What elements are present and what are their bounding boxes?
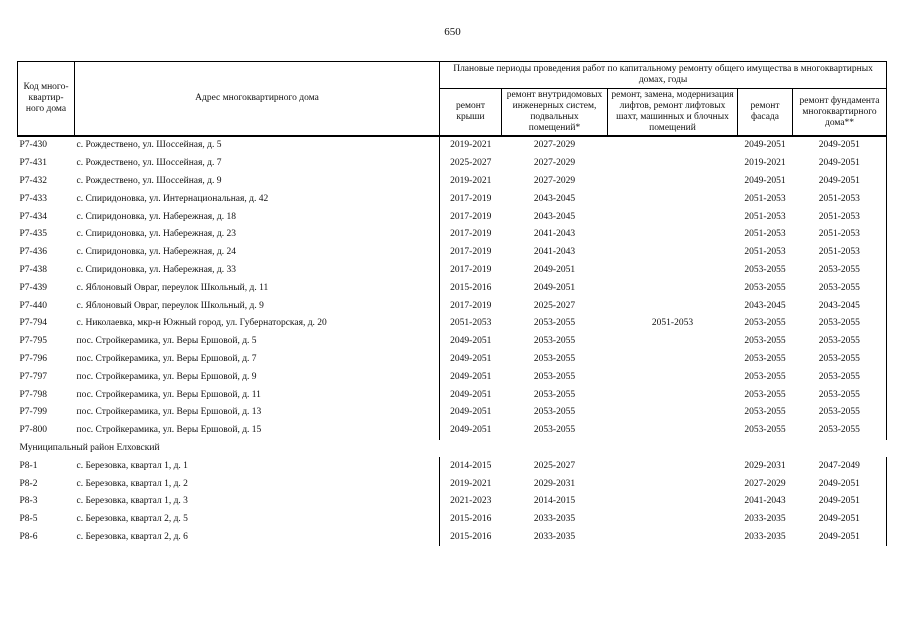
elevator-period bbox=[608, 368, 738, 386]
table-header bbox=[18, 62, 887, 137]
house-code: Р7-800 bbox=[19, 425, 47, 436]
facade-period: 2053-2055 bbox=[744, 407, 786, 418]
engineering-period: 2033-2035 bbox=[533, 514, 576, 525]
house-address: с. Спиридоновка, ул. Набережная, д. 23 bbox=[76, 229, 237, 240]
foundation-period: 2049-2051 bbox=[793, 173, 887, 191]
house-code: Р7-431 bbox=[19, 158, 47, 169]
elevator-period bbox=[608, 262, 738, 280]
foundation-period: 2053-2055 bbox=[793, 351, 887, 369]
facade-period: 2049-2051 bbox=[744, 140, 786, 151]
foundation-period: 2053-2055 bbox=[793, 404, 887, 422]
table-row bbox=[18, 136, 887, 155]
table-row bbox=[18, 404, 887, 422]
engineering-period: 2043-2045 bbox=[533, 211, 576, 222]
foundation-period: 2053-2055 bbox=[793, 422, 887, 440]
elevator-period bbox=[608, 173, 738, 191]
foundation-period: 2053-2055 bbox=[793, 262, 887, 280]
engineering-period: 2041-2043 bbox=[533, 229, 576, 240]
house-code: Р8-2 bbox=[19, 478, 38, 489]
table-row bbox=[18, 155, 887, 173]
roof-period: 2017-2019 bbox=[440, 297, 502, 315]
house-address: с. Спиридоновка, ул. Интернациональная, д. 42 bbox=[76, 193, 269, 204]
engineering-period: 2053-2055 bbox=[533, 353, 576, 364]
house-address: пос. Стройкерамика, ул. Веры Ершовой, д. 11 bbox=[76, 389, 261, 400]
engineering-period: 2041-2043 bbox=[533, 247, 576, 258]
page-number: 650 bbox=[444, 26, 461, 38]
house-code: Р8-6 bbox=[19, 531, 38, 542]
house-code: Р7-433 bbox=[19, 193, 47, 204]
roof-period: 2051-2053 bbox=[440, 315, 502, 333]
house-address: с. Яблоновый Овраг, переулок Школьный, д. 11 bbox=[76, 282, 269, 293]
roof-period: 2021-2023 bbox=[440, 493, 502, 511]
house-address: с. Николаевка, мкр-н Южный город, ул. Губернаторская, д. 20 bbox=[76, 318, 327, 329]
roof-period: 2017-2019 bbox=[440, 226, 502, 244]
roof-period: 2015-2016 bbox=[440, 279, 502, 297]
house-address: с. Рождествено, ул. Шоссейная, д. 7 bbox=[76, 158, 222, 169]
house-code: Р7-798 bbox=[19, 389, 47, 400]
engineering-period: 2014-2015 bbox=[533, 496, 576, 507]
facade-period: 2041-2043 bbox=[744, 496, 786, 507]
elevator-period bbox=[608, 297, 738, 315]
foundation-period: 2053-2055 bbox=[793, 386, 887, 404]
roof-period: 2017-2019 bbox=[440, 190, 502, 208]
elevator-period: 2051-2053 bbox=[651, 318, 694, 329]
header-roof: ремонт крыши bbox=[440, 89, 502, 137]
house-address: с. Рождествено, ул. Шоссейная, д. 5 bbox=[76, 140, 222, 151]
table-row bbox=[18, 173, 887, 191]
house-code: Р7-432 bbox=[19, 175, 47, 186]
section-title: Муниципальный район Елховский bbox=[19, 442, 160, 453]
facade-period: 2027-2029 bbox=[744, 478, 786, 489]
engineering-period: 2029-2031 bbox=[533, 478, 576, 489]
roof-period: 2017-2019 bbox=[440, 208, 502, 226]
table-row bbox=[18, 457, 887, 475]
engineering-period: 2053-2055 bbox=[533, 407, 576, 418]
table-row bbox=[18, 190, 887, 208]
facade-period: 2053-2055 bbox=[744, 371, 786, 382]
foundation-period: 2049-2051 bbox=[793, 493, 887, 511]
foundation-period: 2049-2051 bbox=[793, 475, 887, 493]
elevator-period bbox=[608, 457, 738, 475]
house-address: с. Березовка, квартал 1, д. 3 bbox=[76, 496, 188, 507]
foundation-period: 2051-2053 bbox=[793, 244, 887, 262]
facade-period: 2053-2055 bbox=[744, 318, 786, 329]
roof-period: 2049-2051 bbox=[440, 351, 502, 369]
facade-period: 2053-2055 bbox=[744, 264, 786, 275]
roof-period: 2017-2019 bbox=[440, 244, 502, 262]
elevator-period bbox=[608, 511, 738, 529]
table-row bbox=[18, 226, 887, 244]
engineering-period: 2049-2051 bbox=[533, 264, 576, 275]
house-code: Р7-794 bbox=[19, 318, 47, 329]
house-address: пос. Стройкерамика, ул. Веры Ершовой, д. 13 bbox=[76, 407, 262, 418]
engineering-period: 2053-2055 bbox=[533, 389, 576, 400]
roof-period: 2049-2051 bbox=[440, 422, 502, 440]
house-address: с. Спиридоновка, ул. Набережная, д. 33 bbox=[76, 264, 237, 275]
engineering-period: 2027-2029 bbox=[533, 158, 576, 169]
house-code: Р7-440 bbox=[19, 300, 47, 311]
house-code: Р8-1 bbox=[19, 460, 38, 471]
foundation-period: 2053-2055 bbox=[793, 333, 887, 351]
table-row bbox=[18, 262, 887, 280]
house-code: Р7-435 bbox=[19, 229, 47, 240]
foundation-period: 2051-2053 bbox=[793, 226, 887, 244]
roof-period: 2019-2021 bbox=[440, 475, 502, 493]
header-code: Код много-квартир-ного дома bbox=[18, 62, 75, 137]
facade-period: 2051-2053 bbox=[744, 211, 786, 222]
facade-period: 2019-2021 bbox=[744, 158, 786, 169]
roof-period: 2014-2015 bbox=[440, 457, 502, 475]
roof-period: 2019-2021 bbox=[440, 173, 502, 191]
engineering-period: 2027-2029 bbox=[533, 175, 576, 186]
capital-repair-table bbox=[17, 61, 887, 546]
header-foundation: ремонт фундамента многоквартирного дома** bbox=[793, 89, 887, 137]
header-address: Адрес многоквартирного дома bbox=[75, 62, 440, 137]
elevator-period bbox=[608, 244, 738, 262]
elevator-period bbox=[608, 136, 738, 155]
house-code: Р7-795 bbox=[19, 336, 47, 347]
elevator-period bbox=[608, 422, 738, 440]
engineering-period: 2053-2055 bbox=[533, 336, 576, 347]
foundation-period: 2043-2045 bbox=[793, 297, 887, 315]
header-planned-periods: Плановые периоды проведения работ по капитальному ремонту общего имущества в многоквартирных домах, годы bbox=[440, 62, 887, 89]
roof-period: 2017-2019 bbox=[440, 262, 502, 280]
engineering-period: 2053-2055 bbox=[533, 425, 576, 436]
table-row bbox=[18, 208, 887, 226]
house-address: с. Березовка, квартал 1, д. 2 bbox=[76, 478, 188, 489]
elevator-period bbox=[608, 404, 738, 422]
table-row bbox=[18, 368, 887, 386]
facade-period: 2033-2035 bbox=[744, 531, 786, 542]
engineering-period: 2053-2055 bbox=[533, 371, 576, 382]
house-code: Р7-439 bbox=[19, 282, 47, 293]
facade-period: 2053-2055 bbox=[744, 389, 786, 400]
elevator-period bbox=[608, 386, 738, 404]
house-code: Р8-5 bbox=[19, 514, 38, 525]
engineering-period: 2025-2027 bbox=[533, 300, 576, 311]
foundation-period: 2051-2053 bbox=[793, 208, 887, 226]
house-address: с. Рождествено, ул. Шоссейная, д. 9 bbox=[76, 175, 222, 186]
facade-period: 2053-2055 bbox=[744, 282, 786, 293]
roof-period: 2049-2051 bbox=[440, 333, 502, 351]
elevator-period bbox=[608, 208, 738, 226]
house-code: Р7-430 bbox=[19, 140, 47, 151]
table-row bbox=[18, 511, 887, 529]
foundation-period: 2053-2055 bbox=[793, 279, 887, 297]
engineering-period: 2049-2051 bbox=[533, 282, 576, 293]
table-row bbox=[18, 297, 887, 315]
table-row bbox=[18, 244, 887, 262]
elevator-period bbox=[608, 279, 738, 297]
engineering-period: 2043-2045 bbox=[533, 193, 576, 204]
section-row bbox=[18, 440, 887, 458]
foundation-period: 2053-2055 bbox=[793, 315, 887, 333]
house-address: с. Березовка, квартал 2, д. 6 bbox=[76, 531, 188, 542]
table-body bbox=[18, 136, 887, 546]
facade-period: 2033-2035 bbox=[744, 514, 786, 525]
elevator-period bbox=[608, 493, 738, 511]
house-address: пос. Стройкерамика, ул. Веры Ершовой, д. 7 bbox=[76, 353, 257, 364]
header-engineering: ремонт внутридомовых инженерных систем, подвальных помещений* bbox=[502, 89, 608, 137]
house-code: Р7-799 bbox=[19, 407, 47, 418]
engineering-period: 2027-2029 bbox=[533, 140, 576, 151]
elevator-period bbox=[608, 475, 738, 493]
elevator-period bbox=[608, 529, 738, 547]
roof-period: 2015-2016 bbox=[440, 529, 502, 547]
facade-period: 2051-2053 bbox=[744, 229, 786, 240]
foundation-period: 2049-2051 bbox=[793, 511, 887, 529]
roof-period: 2025-2027 bbox=[440, 155, 502, 173]
table-row bbox=[18, 529, 887, 547]
facade-period: 2053-2055 bbox=[744, 425, 786, 436]
table-row bbox=[18, 475, 887, 493]
table-row bbox=[18, 422, 887, 440]
house-address: с. Березовка, квартал 1, д. 1 bbox=[76, 460, 188, 471]
foundation-period: 2053-2055 bbox=[793, 368, 887, 386]
elevator-period bbox=[608, 333, 738, 351]
facade-period: 2043-2045 bbox=[744, 300, 786, 311]
roof-period: 2049-2051 bbox=[440, 386, 502, 404]
house-address: с. Спиридоновка, ул. Набережная, д. 18 bbox=[76, 211, 237, 222]
house-address: пос. Стройкерамика, ул. Веры Ершовой, д. 5 bbox=[76, 336, 257, 347]
facade-period: 2051-2053 bbox=[744, 193, 786, 204]
roof-period: 2049-2051 bbox=[440, 404, 502, 422]
table-row bbox=[18, 386, 887, 404]
table-row bbox=[18, 315, 887, 333]
roof-period: 2015-2016 bbox=[440, 511, 502, 529]
elevator-period bbox=[608, 351, 738, 369]
roof-period: 2019-2021 bbox=[440, 136, 502, 155]
foundation-period: 2049-2051 bbox=[793, 155, 887, 173]
engineering-period: 2033-2035 bbox=[533, 531, 576, 542]
house-address: пос. Стройкерамика, ул. Веры Ершовой, д. 15 bbox=[76, 425, 262, 436]
facade-period: 2051-2053 bbox=[744, 247, 786, 258]
house-code: Р7-436 bbox=[19, 247, 47, 258]
house-address: с. Березовка, квартал 2, д. 5 bbox=[76, 514, 188, 525]
foundation-period: 2049-2051 bbox=[793, 529, 887, 547]
facade-period: 2049-2051 bbox=[744, 175, 786, 186]
elevator-period bbox=[608, 226, 738, 244]
house-code: Р7-796 bbox=[19, 353, 47, 364]
house-address: пос. Стройкерамика, ул. Веры Ершовой, д. 9 bbox=[76, 371, 257, 382]
table-row bbox=[18, 279, 887, 297]
elevator-period bbox=[608, 190, 738, 208]
header-elevators: ремонт, замена, модернизация лифтов, ремонт лифтовых шахт, машинных и блочных помещений bbox=[608, 89, 738, 137]
table-row bbox=[18, 493, 887, 511]
facade-period: 2053-2055 bbox=[744, 336, 786, 347]
table-row bbox=[18, 333, 887, 351]
header-facade: ремонт фасада bbox=[738, 89, 793, 137]
facade-period: 2029-2031 bbox=[744, 460, 786, 471]
foundation-period: 2049-2051 bbox=[793, 136, 887, 155]
roof-period: 2049-2051 bbox=[440, 368, 502, 386]
engineering-period: 2053-2055 bbox=[533, 318, 576, 329]
elevator-period bbox=[608, 155, 738, 173]
foundation-period: 2051-2053 bbox=[793, 190, 887, 208]
house-code: Р7-438 bbox=[19, 264, 47, 275]
table-row bbox=[18, 351, 887, 369]
engineering-period: 2025-2027 bbox=[533, 460, 576, 471]
foundation-period: 2047-2049 bbox=[793, 457, 887, 475]
house-address: с. Спиридоновка, ул. Набережная, д. 24 bbox=[76, 247, 237, 258]
facade-period: 2053-2055 bbox=[744, 353, 786, 364]
house-code: Р7-434 bbox=[19, 211, 47, 222]
house-address: с. Яблоновый Овраг, переулок Школьный, д. 9 bbox=[76, 300, 264, 311]
house-code: Р7-797 bbox=[19, 371, 47, 382]
house-code: Р8-3 bbox=[19, 496, 38, 507]
